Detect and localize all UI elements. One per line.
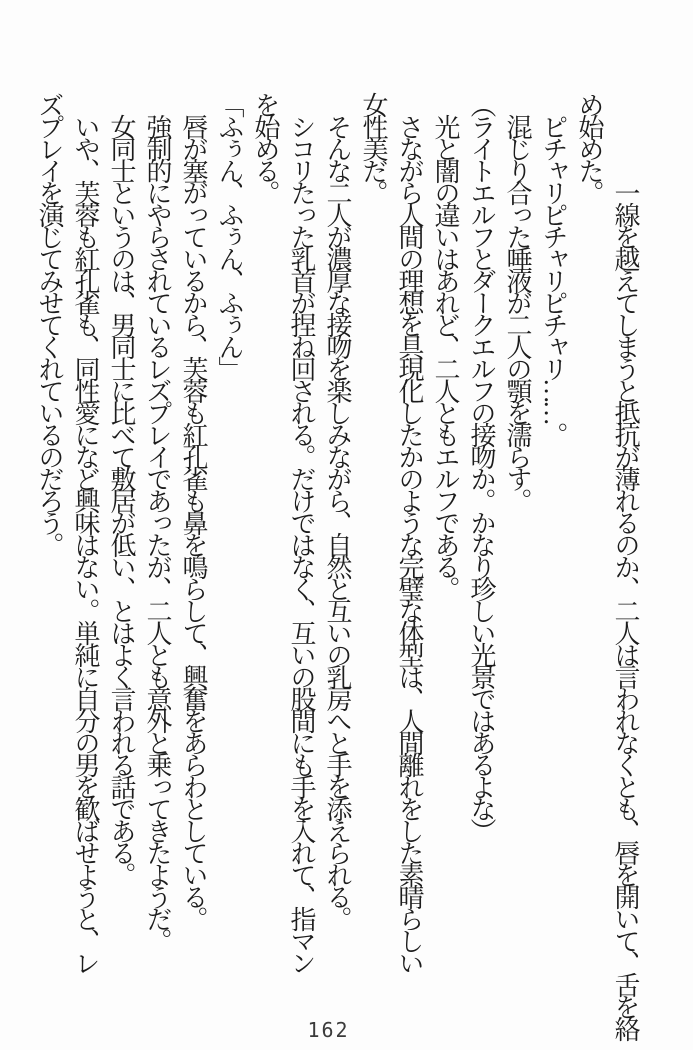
text-column: 強制的にやらされているレズプレイであったが、二人とも意外と乗ってきたようだ。 (143, 114, 172, 950)
text-column: （ライトエルフとダークエルフの接吻か。かなり珍しい光景ではあるよな） (467, 92, 496, 840)
text-column: 唇が塞がっているから、芙蓉も紅孔雀も鼻を鳴らして、興奮をあらわとしている。 (179, 114, 208, 928)
text-column: ズプレイを演じてみせてくれているのだろう。 (35, 92, 64, 554)
text-column: め始めた。 (575, 92, 604, 202)
text-column: さながら人間の理想を具現化したかのような完璧な体型は、人間離れをした素晴らしい (395, 114, 424, 972)
text-column: 女同士というのは、男同士に比べて敷居が低い、とはよく言われる話である。 (107, 114, 136, 884)
text-column: いや、芙蓉も紅孔雀も、同性愛になど興味はない。単純に自分の男を歓ばせようと、レ (71, 114, 100, 972)
page-number: 162 (307, 1018, 350, 1042)
text-column: ピチャリピチャリピチャリ……。 (539, 114, 568, 444)
text-column: 女性美だ。 (359, 92, 388, 202)
text-column: 混じり合った唾液が二人の顎を濡らす。 (503, 114, 532, 510)
text-column: そんな二人が濃厚な接吻を楽しみながら、自然と互いの乳房へと手を添えられる。 (323, 114, 352, 928)
text-column: を始める。 (251, 92, 280, 202)
text-column: 光と闇の違いはあれど、二人ともエルフである。 (431, 114, 460, 598)
text-column: 「ふぅん、ふぅん、ふぅん」 (215, 92, 244, 378)
text-column: シコリたった乳首が捏ね回される。だけではなく、互いの股間にも手を入れて、指マン (287, 114, 316, 972)
text-column: 一線を越えてしまうと抵抗が薄れるのか、二人は言われなくとも、唇を開いて、舌を絡 (611, 180, 640, 1038)
